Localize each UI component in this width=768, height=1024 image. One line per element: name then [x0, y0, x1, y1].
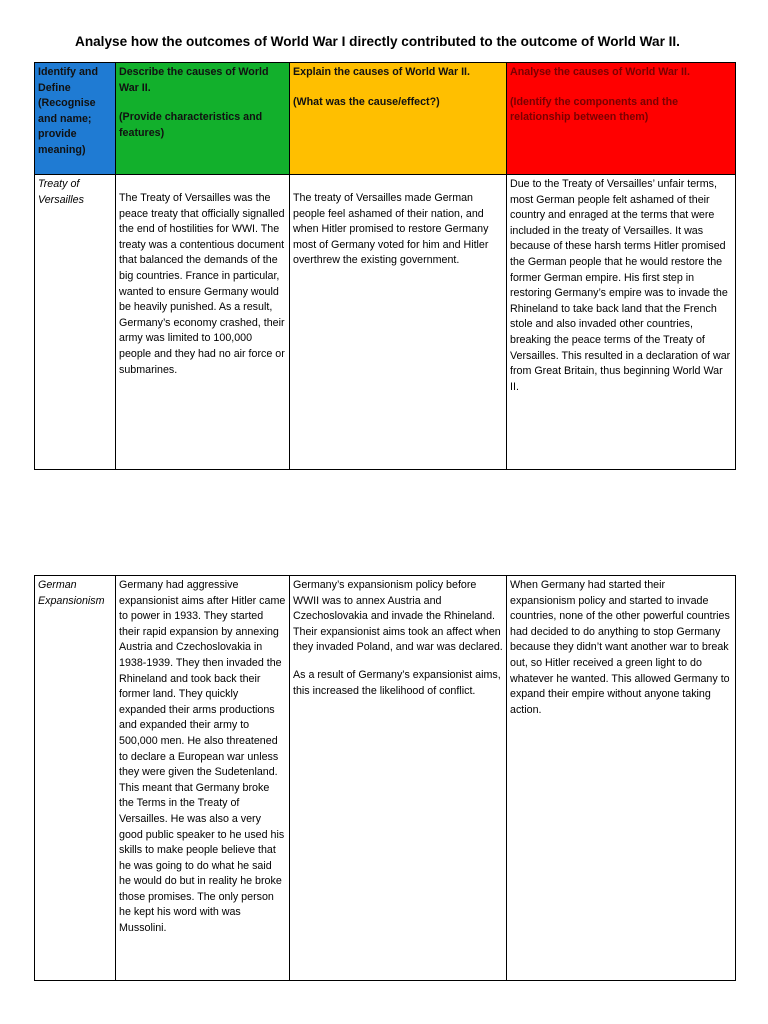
header-row — [35, 63, 736, 175]
row-topic: Treaty of Versailles — [35, 175, 116, 470]
row-describe: Germany had aggressive expansionist aims after Hitler came to power in 1933. They started their rapid expansion by annexing Austria and Czechoslovakia in 1938-1939. They then invaded the Rhineland and took back their former land. They quickly expanded their arms productions and expanded their army to 500,000 men. He also threatened to declare a European war unless they were given the Sudetenland. This meant that Germany broke the Terms in the Treaty of Versailles. He was also a very good public speaker to he used his skills to make people believe that he was going to do what he said he would do but in reality he broke those promises. The only person he kept his word with was Mussolini. — [116, 576, 290, 981]
page-title: Analyse how the outcomes of World War I directly contributed to the outcome of World War II. — [75, 34, 680, 49]
header-explain-title: Explain the causes of World War II. — [293, 66, 470, 78]
header-identify — [35, 63, 116, 175]
header-explain — [290, 63, 507, 175]
row-explain — [290, 576, 507, 981]
row-topic: German Expansionism — [35, 576, 116, 981]
header-describe-title: Describe the causes of World War II. — [119, 66, 269, 94]
row-explain-para-2: As a result of Germany’s expansionist aims, this increased the likelihood of conflict. — [293, 668, 501, 697]
header-explain-subtitle: (What was the cause/effect?) — [293, 95, 440, 108]
header-analyse — [507, 63, 736, 175]
row-analyse: When Germany had started their expansionism policy and started to invade countries, none of the other powerful countries had decided to do anything to stop Germany because they didn’t want another war to break out, so Hitler received a green light to do whatever he wanted. This allowed Germany to expand their empire without anyone taking action. — [507, 576, 736, 981]
header-analyse-subtitle: (Identify the components and the relationship between them) — [510, 95, 679, 124]
table-row — [35, 576, 736, 981]
header-analyse-title: Analyse the causes of World War II. — [510, 66, 690, 78]
header-describe-subtitle: (Provide characteristics and features) — [119, 111, 263, 139]
row-explain-para-1: Germany’s expansionism policy before WWII was to annex Austria and Czechoslovakia and invade the Rhineland. Their expansionist aims took an affect when they invaded Poland, and war was declared. — [293, 579, 503, 654]
header-identify-label: Identify and Define (Recognise and name; provide meaning) — [38, 66, 98, 156]
row-analyse: Due to the Treaty of Versailles’ unfair terms, most German people felt ashamed of their country and enraged at the terms that were included in the treaty of Versailles. It was because of these harsh terms Hitler promised the German people that he would restore the former German empire. His first step in restoring Germany’s empire was to invade the Rhineland to take back land that the French stole and also invaded other countries, breaking the peace terms of the Treaty of Versailles. This resulted in a declaration of war from Great Britain, thus beginning World War II. — [507, 175, 736, 470]
causes-table-2 — [34, 575, 736, 981]
table-row — [35, 175, 736, 470]
row-describe: The Treaty of Versailles was the peace treaty that officially signalled the end of hostilities for WWI. The treaty was a contentious document that balanced the demands of the big countries. France in particular, wanted to ensure Germany would be heavily punished. As a result, Germany’s economy crashed, their army was limited to 100,000 people and they had no air force or submarines. — [116, 175, 290, 470]
row-explain: The treaty of Versailles made German people feel ashamed of their nation, and when Hitler promised to restore Germany most of Germany voted for him and Hitler overthrew the existing government. — [290, 175, 507, 470]
header-describe — [116, 63, 290, 175]
causes-table-1 — [34, 62, 736, 470]
